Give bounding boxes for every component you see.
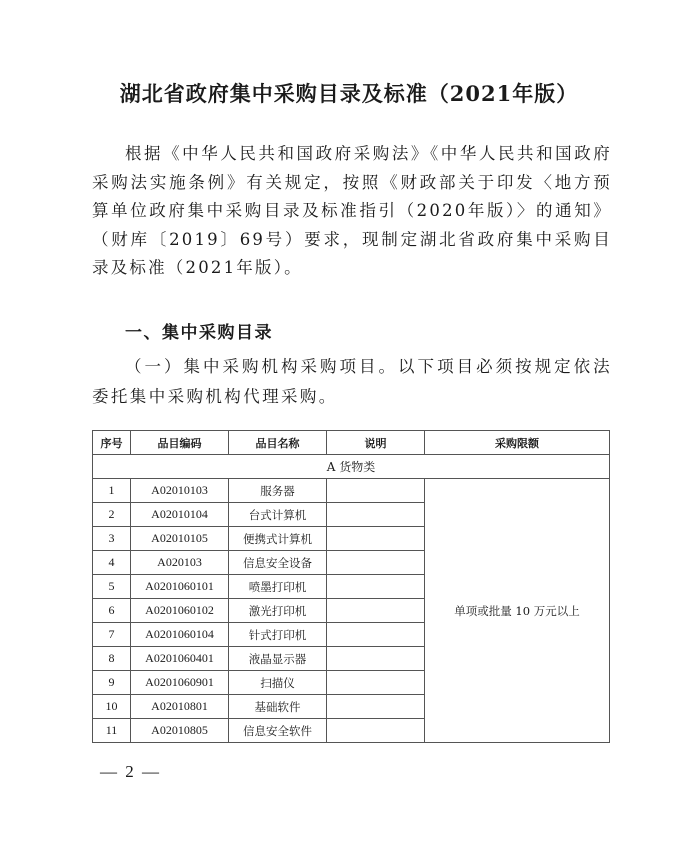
header-cell-code: 品目编码 [131, 431, 229, 455]
item-name: 扫描仪 [229, 671, 327, 695]
page-number: — 2 — [100, 762, 161, 781]
item-code: A0201060101 [131, 575, 229, 599]
procurement-limit: 单项或批量 10 万元以上 [425, 479, 610, 743]
subsection-paragraph: （一）集中采购机构采购项目。以下项目必须按规定依法委托集中采购机构代理采购。 [92, 357, 612, 406]
section-heading: 一、集中采购目录 [125, 323, 273, 343]
row-index: 10 [93, 695, 131, 719]
item-note [327, 647, 425, 671]
item-note [327, 575, 425, 599]
row-index: 8 [93, 647, 131, 671]
item-name: 液晶显示器 [229, 647, 327, 671]
item-note [327, 623, 425, 647]
procurement-catalog-table [92, 430, 610, 743]
row-index: 7 [93, 623, 131, 647]
item-note [327, 695, 425, 719]
header-cell-name: 品目名称 [229, 431, 327, 455]
item-code: A02010103 [131, 479, 229, 503]
item-code: A02010805 [131, 719, 229, 743]
row-index: 5 [93, 575, 131, 599]
item-code: A02010801 [131, 695, 229, 719]
row-index: 9 [93, 671, 131, 695]
item-note [327, 671, 425, 695]
intro-paragraph: 根据《中华人民共和国政府采购法》《中华人民共和国政府采购法实施条例》有关规定，按照《财政部关于印发〈地方预算单位政府集中采购目录及标准指引（2020年版）〉的通知》（财库〔2019〕69号）要求，现制定湖北省政府集中采购目录及标准（2021年版）。 [92, 144, 612, 277]
item-note [327, 479, 425, 503]
item-name: 激光打印机 [229, 599, 327, 623]
header-cell-index: 序号 [93, 431, 131, 455]
item-name: 服务器 [229, 479, 327, 503]
table-header-row [93, 431, 610, 455]
row-index: 6 [93, 599, 131, 623]
table-row [93, 479, 610, 503]
item-note [327, 503, 425, 527]
item-note [327, 527, 425, 551]
item-code: A02010105 [131, 527, 229, 551]
item-code: A020103 [131, 551, 229, 575]
item-name: 信息安全软件 [229, 719, 327, 743]
header-cell-note: 说明 [327, 431, 425, 455]
item-name: 喷墨打印机 [229, 575, 327, 599]
item-note [327, 551, 425, 575]
item-code: A0201060102 [131, 599, 229, 623]
item-name: 便携式计算机 [229, 527, 327, 551]
row-index: 11 [93, 719, 131, 743]
item-name: 针式打印机 [229, 623, 327, 647]
item-name: 信息安全设备 [229, 551, 327, 575]
item-code: A02010104 [131, 503, 229, 527]
item-code: A0201060104 [131, 623, 229, 647]
document-title: 湖北省政府集中采购目录及标准（2021年版） [119, 81, 579, 106]
item-code: A0201060401 [131, 647, 229, 671]
item-code: A0201060901 [131, 671, 229, 695]
category-label: A 货物类 [93, 455, 610, 479]
item-name: 基础软件 [229, 695, 327, 719]
item-note [327, 719, 425, 743]
row-index: 1 [93, 479, 131, 503]
row-index: 3 [93, 527, 131, 551]
row-index: 4 [93, 551, 131, 575]
item-name: 台式计算机 [229, 503, 327, 527]
item-note [327, 599, 425, 623]
header-cell-limit: 采购限额 [425, 431, 610, 455]
category-row [93, 455, 610, 479]
row-index: 2 [93, 503, 131, 527]
